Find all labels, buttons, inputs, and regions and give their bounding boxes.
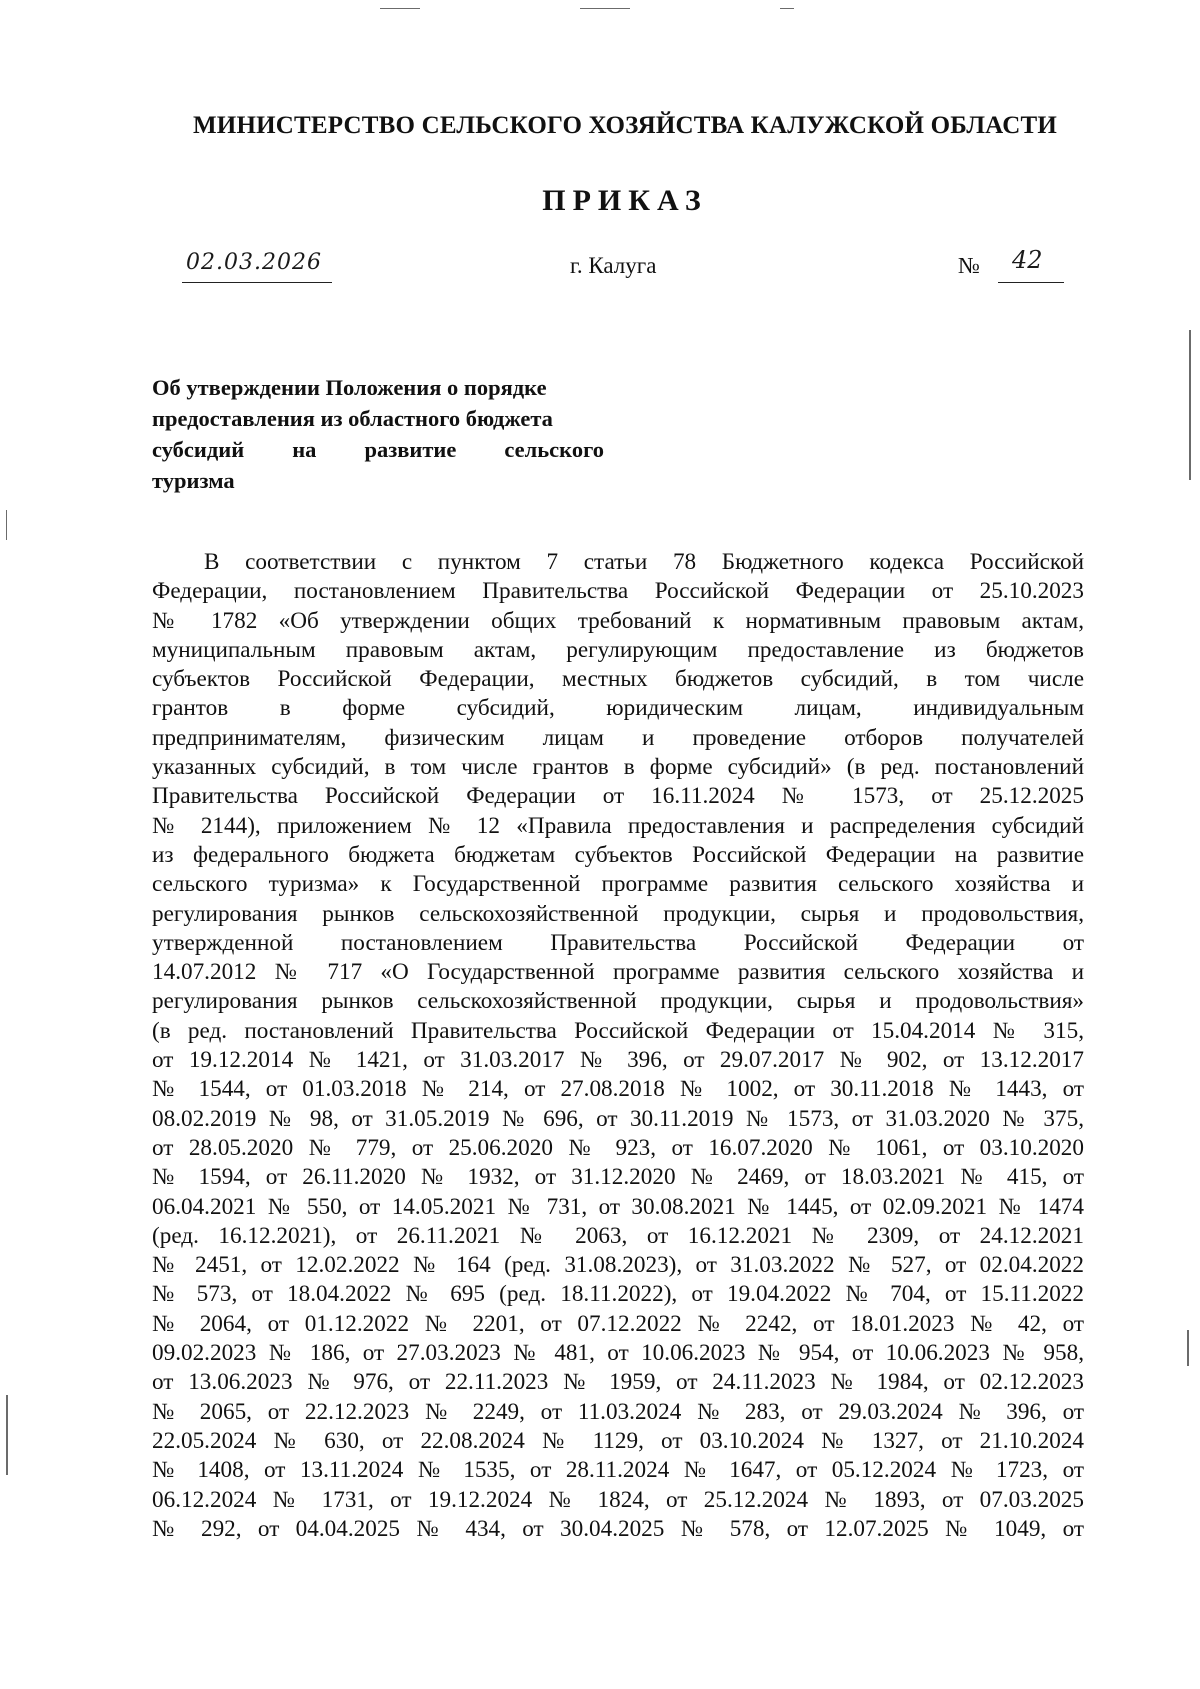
subject-line: предоставления из областного бюджета (152, 406, 553, 431)
body-line: муниципальным правовым актам, регулирующим предоставление из бюджетов (152, 636, 1084, 663)
ministry-name: МИНИСТЕРСТВО СЕЛЬСКОГО ХОЗЯЙСТВА КАЛУЖСКОЙ ОБЛАСТИ (193, 112, 1057, 139)
scan-edge-mark (580, 8, 630, 9)
scan-edge-mark (780, 8, 794, 9)
date-underline (182, 282, 332, 283)
handwritten-date: 02.03.2026 (186, 250, 322, 275)
body-line: № 573, от 18.04.2022 № 695 (ред. 18.11.2022), от 19.04.2022 № 704, от 15.11.2022 (152, 1281, 1084, 1308)
body-line: предпринимателям, физическим лицам и проведение отборов получателей (152, 724, 1084, 751)
scan-edge-mark (6, 1395, 8, 1475)
scan-edge-mark (1187, 1330, 1189, 1366)
number-label: № (958, 253, 980, 278)
city-name: г. Калуга (570, 253, 657, 278)
body-line: № 1594, от 26.11.2020 № 1932, от 31.12.2020 № 2469, от 18.03.2021 № 415, от (152, 1164, 1084, 1191)
body-line: № 2064, от 01.12.2022 № 2201, от 07.12.2022 № 2242, от 18.01.2023 № 42, от (152, 1310, 1084, 1337)
body-line: от 13.06.2023 № 976, от 22.11.2023 № 1959, от 24.11.2023 № 1984, от 02.12.2023 (152, 1369, 1084, 1396)
scan-edge-mark (1189, 330, 1191, 480)
subject-line: туризма (152, 468, 235, 493)
number-underline (998, 282, 1064, 283)
body-line: 06.12.2024 № 1731, от 19.12.2024 № 1824, от 25.12.2024 № 1893, от 07.03.2025 (152, 1486, 1084, 1513)
scan-edge-mark (380, 8, 420, 9)
body-line: грантов в форме субсидий, юридическим лицам, индивидуальным (152, 695, 1084, 722)
body-line: 22.05.2024 № 630, от 22.08.2024 № 1129, от 03.10.2024 № 1327, от 21.10.2024 (152, 1427, 1084, 1454)
scan-edge-mark (6, 510, 7, 540)
subject-block (152, 372, 604, 496)
subject-line: субсидий на развитие сельского (152, 437, 604, 462)
body-line: № 1782 «Об утверждении общих требований к нормативным правовым актам, (152, 607, 1084, 634)
body-line: указанных субсидий, в том числе грантов в форме субсидий» (в ред. постановлений (152, 754, 1084, 781)
body-line: (в ред. постановлений Правительства Российской Федерации от 15.04.2014 № 315, (152, 1017, 1084, 1044)
body-line: от 28.05.2020 № 779, от 25.06.2020 № 923, от 16.07.2020 № 1061, от 03.10.2020 (152, 1134, 1084, 1161)
body-line: Федерации, постановлением Правительства Российской Федерации от 25.10.2023 (152, 578, 1084, 605)
subject-line: Об утверждении Положения о порядке (152, 375, 547, 400)
body-line: утвержденной постановлением Правительства Российской Федерации от (152, 929, 1084, 956)
body-line: от 19.12.2014 № 1421, от 31.03.2017 № 396, от 29.07.2017 № 902, от 13.12.2017 (152, 1047, 1084, 1074)
body-line: сельского туризма» к Государственной программе развития сельского хозяйства и (152, 871, 1084, 898)
body-line: Правительства Российской Федерации от 16.11.2024 № 1573, от 25.12.2025 (152, 783, 1084, 810)
body-line: № 2451, от 12.02.2022 № 164 (ред. 31.08.2023), от 31.03.2022 № 527, от 02.04.2022 (152, 1252, 1084, 1279)
body-line: № 2144), приложением № 12 «Правила предоставления и распределения субсидий (152, 812, 1084, 839)
body-line: 08.02.2019 № 98, от 31.05.2019 № 696, от 30.11.2019 № 1573, от 31.03.2020 № 375, (152, 1105, 1084, 1132)
handwritten-number: 42 (1012, 246, 1043, 274)
body-line: № 292, от 04.04.2025 № 434, от 30.04.2025 № 578, от 12.07.2025 № 1049, от (152, 1515, 1084, 1542)
body-line: 14.07.2012 № 717 «О Государственной программе развития сельского хозяйства и (152, 959, 1084, 986)
body-line: № 2065, от 22.12.2023 № 2249, от 11.03.2024 № 283, от 29.03.2024 № 396, от (152, 1398, 1084, 1425)
document-type-title: ПРИКАЗ (542, 184, 708, 217)
body-line: (ред. 16.12.2021), от 26.11.2021 № 2063, от 16.12.2021 № 2309, от 24.12.2021 (152, 1222, 1084, 1249)
body-line: регулирования рынков сельскохозяйственной продукции, сырья и продовольствия, (152, 900, 1084, 927)
body-line: № 1544, от 01.03.2018 № 214, от 27.08.2018 № 1002, от 30.11.2018 № 1443, от (152, 1076, 1084, 1103)
body-line: 09.02.2023 № 186, от 27.03.2023 № 481, от 10.06.2023 № 954, от 10.06.2023 № 958, (152, 1340, 1084, 1367)
body-line: № 1408, от 13.11.2024 № 1535, от 28.11.2024 № 1647, от 05.12.2024 № 1723, от (152, 1457, 1084, 1484)
body-line: 06.04.2021 № 550, от 14.05.2021 № 731, от 30.08.2021 № 1445, от 02.09.2021 № 1474 (152, 1193, 1084, 1220)
body-line: из федерального бюджета бюджетам субъектов Российской Федерации на развитие (152, 841, 1084, 868)
body-line: субъектов Российской Федерации, местных бюджетов субсидий, в том числе (152, 666, 1084, 693)
body-paragraph (152, 548, 1084, 1544)
body-line: В соответствии с пунктом 7 статьи 78 Бюджетного кодекса Российской (204, 549, 1084, 575)
body-line: регулирования рынков сельскохозяйственной продукции, сырья и продовольствия» (152, 988, 1084, 1015)
